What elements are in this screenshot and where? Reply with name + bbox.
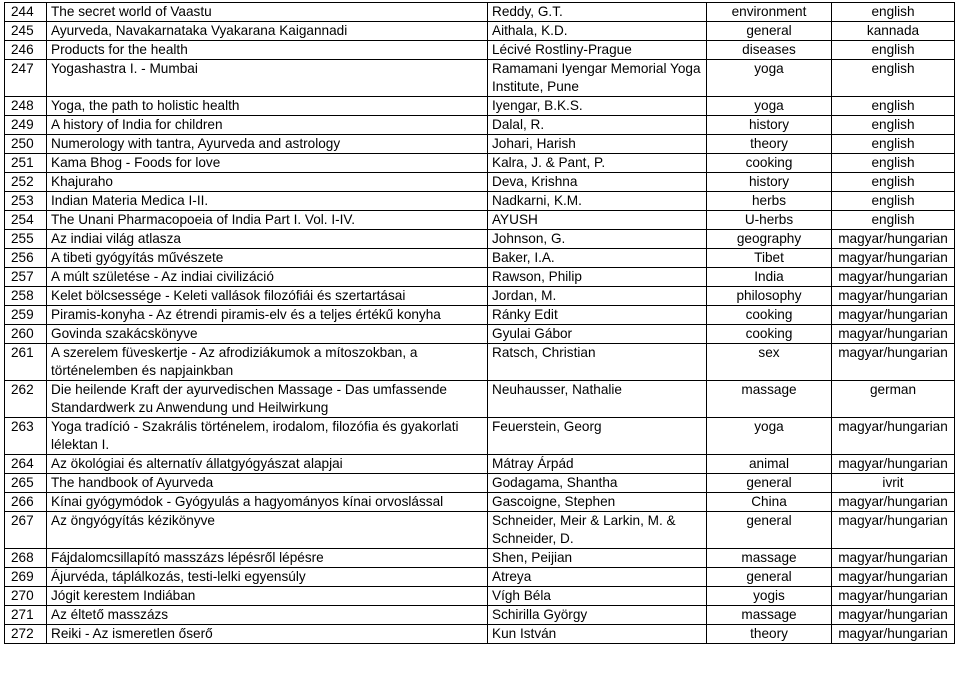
book-list-body — [5, 3, 955, 644]
book-language: magyar/hungarian — [832, 306, 955, 325]
book-topic: theory — [707, 625, 832, 644]
row-number: 244 — [5, 3, 47, 22]
book-language: magyar/hungarian — [832, 230, 955, 249]
book-author: Deva, Krishna — [488, 173, 707, 192]
row-number: 265 — [5, 474, 47, 493]
book-topic: massage — [707, 549, 832, 568]
book-author: Reddy, G.T. — [488, 3, 707, 22]
book-author: Ránky Edit — [488, 306, 707, 325]
book-topic: U-herbs — [707, 211, 832, 230]
row-number: 247 — [5, 60, 47, 97]
book-language: english — [832, 116, 955, 135]
book-author: Mátray Árpád — [488, 455, 707, 474]
table-row — [5, 3, 955, 22]
book-author: AYUSH — [488, 211, 707, 230]
book-topic: general — [707, 22, 832, 41]
book-language: english — [832, 173, 955, 192]
table-row — [5, 606, 955, 625]
book-author: Kun István — [488, 625, 707, 644]
book-author: Jordan, M. — [488, 287, 707, 306]
table-row — [5, 97, 955, 116]
book-title: Az indiai világ atlasza — [47, 230, 488, 249]
book-language: magyar/hungarian — [832, 606, 955, 625]
book-author: Gyulai Gábor — [488, 325, 707, 344]
book-topic: yogis — [707, 587, 832, 606]
table-row — [5, 211, 955, 230]
book-author: Johnson, G. — [488, 230, 707, 249]
book-title: The Unani Pharmacopoeia of India Part I. Vol. I-IV. — [47, 211, 488, 230]
table-row — [5, 116, 955, 135]
book-title: Reiki - Az ismeretlen őserő — [47, 625, 488, 644]
table-row — [5, 493, 955, 512]
book-author: Nadkarni, K.M. — [488, 192, 707, 211]
book-language: magyar/hungarian — [832, 455, 955, 474]
book-language: magyar/hungarian — [832, 493, 955, 512]
book-topic: general — [707, 568, 832, 587]
book-language: magyar/hungarian — [832, 625, 955, 644]
row-number: 272 — [5, 625, 47, 644]
book-language: magyar/hungarian — [832, 512, 955, 549]
book-author: Kalra, J. & Pant, P. — [488, 154, 707, 173]
row-number: 258 — [5, 287, 47, 306]
table-row — [5, 306, 955, 325]
row-number: 251 — [5, 154, 47, 173]
book-language: english — [832, 135, 955, 154]
book-title: Ayurveda, Navakarnataka Vyakarana Kaigannadi — [47, 22, 488, 41]
book-title: Yogashastra I. - Mumbai — [47, 60, 488, 97]
book-author: Schneider, Meir & Larkin, M. & Schneider, D. — [488, 512, 707, 549]
book-title: Govinda szakácskönyve — [47, 325, 488, 344]
book-language: kannada — [832, 22, 955, 41]
book-author: Ramamani Iyengar Memorial Yoga Institute, Pune — [488, 60, 707, 97]
book-language: magyar/hungarian — [832, 287, 955, 306]
book-author: Aithala, K.D. — [488, 22, 707, 41]
book-topic: geography — [707, 230, 832, 249]
book-title: The secret world of Vaastu — [47, 3, 488, 22]
row-number: 269 — [5, 568, 47, 587]
book-title: A szerelem füveskertje - Az afrodiziákumok a mítoszokban, a történelemben és napjainkban — [47, 344, 488, 381]
book-title: Ájurvéda, táplálkozás, testi-lelki egyensúly — [47, 568, 488, 587]
book-author: Atreya — [488, 568, 707, 587]
book-topic: massage — [707, 606, 832, 625]
row-number: 259 — [5, 306, 47, 325]
row-number: 260 — [5, 325, 47, 344]
book-topic: diseases — [707, 41, 832, 60]
book-topic: environment — [707, 3, 832, 22]
book-title: Yoga, the path to holistic health — [47, 97, 488, 116]
row-number: 246 — [5, 41, 47, 60]
book-language: english — [832, 211, 955, 230]
row-number: 250 — [5, 135, 47, 154]
book-topic: Tibet — [707, 249, 832, 268]
book-title: Az éltető masszázs — [47, 606, 488, 625]
book-title: Az ökológiai és alternatív állatgyógyászat alapjai — [47, 455, 488, 474]
book-topic: cooking — [707, 306, 832, 325]
book-title: A tibeti gyógyítás művészete — [47, 249, 488, 268]
row-number: 253 — [5, 192, 47, 211]
book-title: Khajuraho — [47, 173, 488, 192]
book-author: Feuerstein, Georg — [488, 418, 707, 455]
book-language: english — [832, 60, 955, 97]
book-topic: cooking — [707, 325, 832, 344]
row-number: 271 — [5, 606, 47, 625]
book-topic: sex — [707, 344, 832, 381]
book-topic: yoga — [707, 60, 832, 97]
book-topic: animal — [707, 455, 832, 474]
table-row — [5, 549, 955, 568]
book-author: Baker, I.A. — [488, 249, 707, 268]
table-row — [5, 587, 955, 606]
book-topic: yoga — [707, 97, 832, 116]
book-title: Die heilende Kraft der ayurvedischen Massage - Das umfassende Standardwerk zu Anwendung und Heilwirkung — [47, 381, 488, 418]
book-author: Lécivé Rostliny-Prague — [488, 41, 707, 60]
book-title: Kínai gyógymódok - Gyógyulás a hagyományos kínai orvoslással — [47, 493, 488, 512]
book-topic: general — [707, 474, 832, 493]
book-topic: theory — [707, 135, 832, 154]
book-language: magyar/hungarian — [832, 418, 955, 455]
row-number: 264 — [5, 455, 47, 474]
row-number: 263 — [5, 418, 47, 455]
table-row — [5, 192, 955, 211]
table-row — [5, 230, 955, 249]
book-author: Neuhausser, Nathalie — [488, 381, 707, 418]
row-number: 249 — [5, 116, 47, 135]
book-topic: cooking — [707, 154, 832, 173]
book-author: Rawson, Philip — [488, 268, 707, 287]
book-title: Yoga tradíció - Szakrális történelem, irodalom, filozófia és gyakorlati lélektan I. — [47, 418, 488, 455]
book-language: german — [832, 381, 955, 418]
book-author: Gascoigne, Stephen — [488, 493, 707, 512]
book-topic: massage — [707, 381, 832, 418]
table-row — [5, 344, 955, 381]
table-row — [5, 625, 955, 644]
table-row — [5, 249, 955, 268]
book-language: english — [832, 97, 955, 116]
book-title: Fájdalomcsillapító masszázs lépésről lépésre — [47, 549, 488, 568]
table-row — [5, 455, 955, 474]
book-author: Schirilla György — [488, 606, 707, 625]
book-author: Iyengar, B.K.S. — [488, 97, 707, 116]
row-number: 252 — [5, 173, 47, 192]
table-row — [5, 22, 955, 41]
row-number: 270 — [5, 587, 47, 606]
book-title: Kelet bölcsessége - Keleti vallások filozófiái és szertartásai — [47, 287, 488, 306]
book-title: Piramis-konyha - Az étrendi piramis-elv és a teljes értékű konyha — [47, 306, 488, 325]
row-number: 261 — [5, 344, 47, 381]
book-language: english — [832, 192, 955, 211]
book-title: A múlt születése - Az indiai civilizáció — [47, 268, 488, 287]
book-language: ivrit — [832, 474, 955, 493]
row-number: 255 — [5, 230, 47, 249]
book-list-table — [4, 2, 955, 644]
book-topic: philosophy — [707, 287, 832, 306]
table-row — [5, 135, 955, 154]
row-number: 256 — [5, 249, 47, 268]
book-title: Az öngyógyítás kézikönyve — [47, 512, 488, 549]
table-row — [5, 474, 955, 493]
row-number: 266 — [5, 493, 47, 512]
book-author: Vígh Béla — [488, 587, 707, 606]
book-language: magyar/hungarian — [832, 325, 955, 344]
table-row — [5, 512, 955, 549]
book-title: Products for the health — [47, 41, 488, 60]
book-title: The handbook of Ayurveda — [47, 474, 488, 493]
book-author: Godagama, Shantha — [488, 474, 707, 493]
row-number: 268 — [5, 549, 47, 568]
book-topic: China — [707, 493, 832, 512]
book-topic: general — [707, 512, 832, 549]
table-row — [5, 41, 955, 60]
table-row — [5, 154, 955, 173]
table-row — [5, 568, 955, 587]
book-language: magyar/hungarian — [832, 249, 955, 268]
table-row — [5, 173, 955, 192]
book-author: Johari, Harish — [488, 135, 707, 154]
book-topic: herbs — [707, 192, 832, 211]
book-language: magyar/hungarian — [832, 268, 955, 287]
book-topic: history — [707, 116, 832, 135]
book-title: Indian Materia Medica I-II. — [47, 192, 488, 211]
table-row — [5, 381, 955, 418]
book-title: Kama Bhog - Foods for love — [47, 154, 488, 173]
book-language: magyar/hungarian — [832, 587, 955, 606]
book-language: magyar/hungarian — [832, 568, 955, 587]
book-title: Numerology with tantra, Ayurveda and astrology — [47, 135, 488, 154]
book-topic: yoga — [707, 418, 832, 455]
table-row — [5, 268, 955, 287]
book-language: magyar/hungarian — [832, 344, 955, 381]
table-row — [5, 287, 955, 306]
row-number: 254 — [5, 211, 47, 230]
row-number: 267 — [5, 512, 47, 549]
book-topic: India — [707, 268, 832, 287]
book-title: A history of India for children — [47, 116, 488, 135]
book-topic: history — [707, 173, 832, 192]
book-author: Ratsch, Christian — [488, 344, 707, 381]
row-number: 257 — [5, 268, 47, 287]
table-row — [5, 60, 955, 97]
table-row — [5, 418, 955, 455]
book-language: english — [832, 3, 955, 22]
book-language: english — [832, 154, 955, 173]
book-language: magyar/hungarian — [832, 549, 955, 568]
book-author: Shen, Peijian — [488, 549, 707, 568]
book-title: Jógit kerestem Indiában — [47, 587, 488, 606]
book-author: Dalal, R. — [488, 116, 707, 135]
row-number: 262 — [5, 381, 47, 418]
table-row — [5, 325, 955, 344]
row-number: 248 — [5, 97, 47, 116]
row-number: 245 — [5, 22, 47, 41]
book-language: english — [832, 41, 955, 60]
